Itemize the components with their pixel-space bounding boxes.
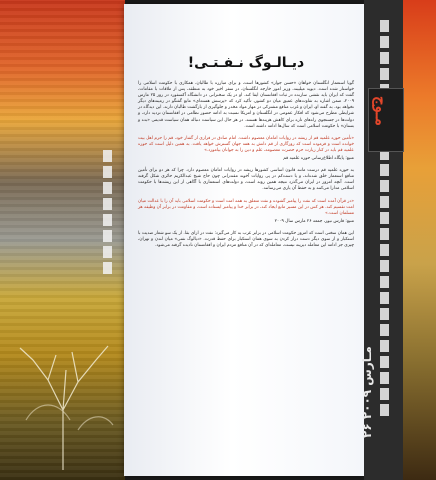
issue-date: ۲۶ مـارس ۲۰۰۹ xyxy=(360,346,374,439)
tree-silhouette-icon xyxy=(8,300,118,470)
source-line: منبع: پایگاه اطلاع‌رسانی حوزه علمیه قم xyxy=(283,156,354,162)
filmstrip-left xyxy=(103,150,112,274)
quote-paragraph: «تأمین حوزه علمیه قم از ریشه در روایات امامان معصوم داشت. امام صادق در فرازی از گفتار خود، قم را حرم اهل بیت خوانده است و فرموده است که روزگاری از قم دانش به همه جهان گسترش خواهد یافت. به همین دلیل است که حوزه علمیه قم باید در کنار زیارت حرم حضرت معصومه، علم و دین را به جوانان بیاموزد.» xyxy=(138,135,354,153)
quote-paragraph: «در قرآن آمده است که نفت را پیامبر گشوده و نفت متعلق به همه امت است و حکومت اسلامی باید آن را با عدالت میان امت تقسیم کند. هر کس در این مسیر مانع ایجاد کند، در برابر خدا و پیامبر ایستاده است، و مقاومت در برابر آن وظیفه هر مسلمان است.» xyxy=(138,198,354,216)
source-line: منبع: فارس نیوز، جمعه ۲۶ مارس سال ۲۰۰۹ xyxy=(274,218,354,224)
paragraph: این همان سخنی است که امروز حکومت اسلامی در برابر غرب به کار می‌گیرد: نفت در ازای بقا. از یک سو شعار ضدیت با استکبار و از سوی دیگر دست دراز کردن به سوی همان استکبار برای حفظ قدرت. «دیالوگ نفتی» میان لندن و تهران، چیزی جز ادامه این معامله دیرینه نیست، معامله‌ای که در آن منافع مردم ایران و افغانستان نادیده گرفته می‌شود. xyxy=(138,230,354,249)
paragraph: گویا استعمار انگلستان خواهان «حسن جوار» کشورها است، و برای مبارزه با طالبان، همکاری با حکومت اسلامی را خواستار شده است. دیوید میلیبند، وزیر امور خارجه انگلستان، در سفر اخیر خود به منطقه، پس از ملاقات با مقامات، گفت که ایران باید نقشی سازنده در ثبات افغانستان ایفا کند. او در یک سخنرانی در دانشگاه آکسفورد در روز ۲۵ مارس ۲۰۰۹، ضمن اشاره به تفاوت‌های عمیق میان دو کشور، تأکید کرد که «پرسش هسته‌ای» مانع گفتگو در زمینه‌های دیگر نخواهد بود. به گفته او، ایران و غرب منافع مشترکی در مهار مواد مخدر و جلوگیری از بازگشت طالبان دارند. این دیدگاه در شرایطی مطرح می‌شود که افکار عمومی در انگلستان و امریکا نسبت به ادامه حضور نظامی در افغانستان تردید دارد، و دولت‌ها در جستجوی راه‌های تازه برای کاهش هزینه‌ها هستند. در هر حال این سیاست دنباله همان سیاست قدیمی «بده و بستان» با حکومت اسلامی است که سال‌ها ادامه داشته است. xyxy=(138,81,354,129)
decorative-artwork-right xyxy=(403,0,436,480)
article-content xyxy=(138,55,354,255)
magazine-logo: مـوج xyxy=(372,96,390,126)
paragraph: به حوزه علمیه قم درست مانند قانون اساسی کشورها ریشه در روایات امامان معصوم دارد. چرا که هر دو برای تأمین منافع استعمار خلق شده‌اند، و یا دست‌کم در پی روایات آخوند مقتدرانی چون حاج شیخ عبدالکریم حائری شکل گرفته است. آنچه امروز در ایران می‌گذرد نتیجه همین روند است، و دولت‌های استعماری با آگاهی از این ریشه‌ها با حکومت اسلامی مدارا می‌کنند و به حفظ آن یاری می‌رسانند. xyxy=(138,168,354,192)
article-title: دیـالـوگ نـفـتـی! xyxy=(187,55,305,71)
